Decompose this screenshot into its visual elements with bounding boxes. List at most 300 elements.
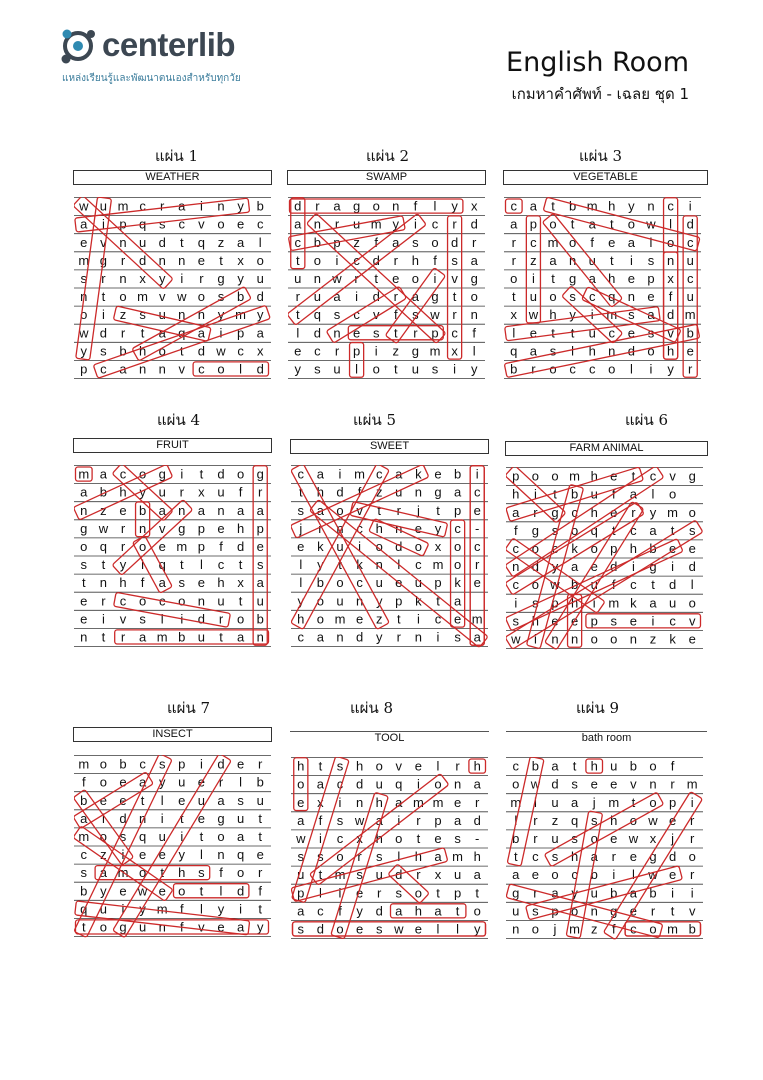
grid-letter: s: [549, 343, 557, 359]
grid-letter: a: [647, 307, 655, 323]
grid-letter: t: [611, 522, 616, 538]
grid-letter: i: [180, 828, 184, 844]
grid-letter: a: [158, 502, 166, 518]
grid-letter: e: [529, 325, 538, 341]
grid-letter: s: [336, 758, 344, 774]
grid-letter: m: [452, 849, 464, 865]
grid-letter: m: [606, 307, 618, 323]
grid-letter: t: [238, 593, 243, 609]
grid-letter: p: [236, 325, 245, 341]
grid-letter: h: [178, 865, 186, 881]
grid-letter: o: [473, 903, 481, 919]
grid-letter: u: [158, 307, 166, 323]
grid-letter: t: [393, 325, 398, 341]
grid-letter: s: [198, 865, 205, 881]
grid-letter: m: [235, 307, 247, 323]
grid-letter: y: [434, 520, 442, 536]
grid-letter: o: [431, 234, 439, 250]
grid-letter: f: [668, 289, 673, 305]
grid-letter: s: [431, 361, 439, 377]
grid-letter: n: [256, 629, 264, 645]
grid-letter: c: [630, 522, 637, 538]
grid-letter: r: [295, 289, 300, 305]
grid-letter: t: [160, 865, 165, 881]
word-grid-svg: [74, 465, 272, 648]
grid-letter: i: [101, 307, 105, 323]
grid-letter: g: [512, 885, 520, 901]
grid-letter: t: [631, 468, 636, 484]
grid-letter: a: [158, 325, 166, 341]
grid-letter: d: [668, 577, 677, 593]
grid-letter: a: [392, 234, 400, 250]
grid-letter: r: [650, 903, 656, 919]
grid-letter: d: [551, 776, 559, 792]
grid-letter: o: [336, 921, 344, 937]
grid-letter: n: [453, 776, 462, 792]
grid-letter: r: [690, 867, 695, 883]
grid-letter: m: [334, 611, 346, 627]
grid-letter: i: [160, 810, 164, 826]
grid-letter: d: [119, 810, 127, 826]
grid-letter: g: [551, 504, 559, 520]
grid-letter: f: [219, 865, 223, 881]
grid-letter: n: [158, 919, 166, 935]
grid-letter: o: [236, 611, 245, 627]
grid-letter: t: [199, 828, 204, 844]
grid-letter: l: [690, 577, 694, 593]
grid-letter: r: [455, 758, 460, 774]
grid-letter: y: [217, 901, 225, 917]
grid-letter: a: [649, 595, 657, 611]
grid-letter: o: [453, 557, 462, 573]
grid-letter: p: [453, 885, 462, 901]
grid-letter: l: [436, 921, 440, 937]
grid-letter: l: [199, 847, 203, 863]
category-header-6: FARM ANIMAL: [505, 441, 708, 456]
grid-letter: n: [178, 307, 186, 323]
grid-letter: n: [375, 557, 383, 573]
grid-letter: c: [353, 252, 360, 268]
grid-letter: r: [120, 252, 126, 268]
grid-letter: n: [217, 502, 225, 518]
grid-letter: r: [120, 325, 126, 341]
word-grid-svg: [74, 197, 272, 380]
grid-letter: d: [256, 361, 264, 377]
grid-letter: x: [667, 270, 674, 286]
grid-letter: z: [375, 484, 383, 500]
grid-letter: f: [238, 484, 243, 500]
grid-letter: m: [354, 466, 366, 482]
grid-letter: a: [570, 794, 579, 810]
grid-letter: i: [199, 198, 203, 214]
grid-letter: r: [533, 504, 538, 520]
grid-letter: d: [355, 776, 364, 792]
grid-letter: y: [297, 593, 305, 609]
grid-letter: e: [453, 794, 462, 810]
grid-letter: u: [256, 270, 264, 286]
grid-letter: b: [80, 883, 88, 899]
grid-letter: v: [667, 325, 674, 341]
grid-letter: a: [512, 867, 520, 883]
grid-letter: b: [510, 361, 518, 377]
grid-letter: t: [452, 289, 457, 305]
grid-letter: m: [471, 611, 483, 627]
grid-letter: h: [138, 343, 147, 359]
grid-letter: z: [217, 234, 225, 250]
grid-letter: a: [236, 919, 245, 935]
grid-letter: i: [219, 325, 223, 341]
grid-letter: s: [317, 849, 324, 865]
grid-letter: s: [454, 830, 461, 846]
grid-letter: e: [80, 611, 88, 627]
grid-letter: m: [684, 307, 696, 323]
grid-letter: d: [294, 198, 302, 214]
grid-letter: l: [299, 575, 303, 591]
page-subtitle: เกมหาคำศัพท์ - เฉลย ชุด 1: [511, 85, 689, 103]
grid-letter: o: [590, 631, 598, 647]
grid-letter: m: [137, 289, 149, 305]
grid-letter: -: [475, 520, 480, 536]
grid-letter: w: [530, 776, 541, 792]
grid-letter: r: [690, 830, 695, 846]
grid-letter: f: [393, 307, 398, 323]
sheet-label-3: แผ่น 3: [579, 147, 623, 165]
grid-letter: n: [470, 307, 478, 323]
grid-letter: o: [138, 593, 147, 609]
grid-letter: t: [609, 252, 614, 268]
grid-letter: y: [294, 361, 302, 377]
grid-letter: u: [453, 867, 462, 883]
grid-letter: i: [592, 595, 596, 611]
grid-letter: d: [217, 466, 225, 482]
grid-letter: d: [313, 325, 322, 341]
grid-letter: l: [514, 812, 518, 828]
grid-letter: p: [551, 595, 559, 611]
grid-letter: e: [610, 776, 618, 792]
grid-letter: b: [119, 756, 127, 772]
grid-letter: n: [313, 270, 322, 286]
grid-letter: j: [553, 921, 557, 937]
grid-letter: o: [549, 361, 557, 377]
grid-letter: d: [217, 756, 225, 772]
grid-letter: r: [611, 849, 616, 865]
grid-letter: s: [297, 502, 305, 518]
grid-letter: z: [590, 921, 598, 937]
grid-letter: e: [355, 885, 364, 901]
grid-letter: c: [512, 758, 520, 774]
grid-letter: o: [236, 466, 245, 482]
grid-letter: o: [297, 776, 305, 792]
grid-letter: y: [178, 847, 186, 863]
grid-letter: o: [666, 234, 675, 250]
grid-letter: n: [395, 520, 403, 536]
grid-letter: g: [470, 270, 478, 286]
grid-letter: o: [647, 343, 655, 359]
grid-letter: i: [199, 756, 203, 772]
grid-letter: c: [415, 557, 422, 573]
grid-letter: o: [531, 921, 540, 937]
grid-letter: p: [512, 468, 520, 484]
grid-letter: c: [119, 466, 127, 482]
grid-letter: b: [453, 466, 462, 482]
sheet-label-6: แผ่น 6: [625, 411, 669, 429]
grid-letter: d: [158, 234, 166, 250]
grid-letter: f: [81, 774, 86, 790]
grid-letter: n: [392, 198, 400, 214]
grid-letter: e: [686, 343, 694, 359]
grid-letter: h: [531, 613, 540, 629]
grid-letter: y: [100, 883, 107, 899]
grid-letter: o: [336, 575, 344, 591]
grid-letter: s: [217, 289, 225, 305]
grid-letter: b: [256, 774, 264, 790]
grid-letter: q: [313, 307, 322, 323]
grid-letter: l: [199, 901, 203, 917]
grid-letter: t: [651, 577, 655, 593]
grid-letter: c: [569, 361, 576, 377]
grid-letter: r: [452, 307, 457, 323]
grid-letter: u: [512, 903, 520, 919]
grid-letter: k: [356, 557, 363, 573]
grid-letter: s: [333, 307, 341, 323]
grid-letter: v: [158, 289, 166, 305]
grid-letter: p: [395, 593, 403, 609]
grid-letter: s: [532, 903, 539, 919]
grid-letter: s: [100, 343, 107, 359]
grid-letter: z: [375, 611, 383, 627]
grid-letter: n: [414, 484, 423, 500]
grid-letter: m: [429, 343, 441, 359]
grid-letter: t: [318, 758, 323, 774]
grid-letter: f: [338, 903, 342, 919]
grid-letter: v: [158, 520, 166, 536]
grid-letter: h: [414, 849, 423, 865]
grid-letter: n: [355, 593, 364, 609]
grid-letter: i: [374, 343, 378, 359]
grid-letter: j: [671, 830, 675, 846]
grid-letter: s: [158, 756, 166, 772]
grid-letter: d: [473, 812, 481, 828]
grid-letter: n: [99, 575, 108, 591]
grid-letter: g: [411, 343, 420, 359]
grid-letter: c: [530, 234, 537, 250]
grid-letter: x: [237, 252, 244, 268]
grid-letter: p: [434, 575, 442, 591]
grid-letter: d: [138, 252, 147, 268]
grid-letter: s: [80, 865, 88, 881]
grid-letter: a: [333, 289, 341, 305]
grid-letter: u: [375, 575, 383, 591]
grid-letter: r: [318, 520, 323, 536]
word-grid-svg: [288, 197, 486, 380]
grid-letter: d: [236, 538, 245, 554]
grid-letter: a: [178, 198, 186, 214]
grid-letter: c: [551, 540, 559, 556]
grid-letter: o: [316, 611, 325, 627]
grid-letter: s: [569, 289, 576, 305]
grid-letter: e: [627, 325, 636, 341]
grid-letter: r: [334, 216, 340, 232]
grid-letter: e: [395, 575, 403, 591]
grid-letter: n: [178, 252, 186, 268]
grid-letter: i: [338, 885, 342, 901]
grid-letter: m: [608, 794, 620, 810]
grid-letter: u: [588, 252, 596, 268]
grid-letter: s: [628, 307, 635, 323]
word-grid-6: [506, 467, 704, 650]
grid-letter: y: [628, 198, 635, 214]
grid-letter: u: [99, 901, 108, 917]
grid-letter: e: [236, 756, 245, 772]
grid-letter: n: [158, 252, 166, 268]
grid-letter: c: [80, 847, 88, 863]
grid-letter: r: [670, 776, 675, 792]
grid-letter: c: [178, 216, 186, 232]
grid-letter: o: [236, 865, 245, 881]
grid-letter: y: [80, 343, 88, 359]
grid-letter: n: [333, 325, 341, 341]
grid-letter: o: [99, 828, 108, 844]
grid-letter: r: [393, 289, 398, 305]
grid-letter: t: [377, 502, 382, 518]
grid-letter: a: [197, 325, 206, 341]
grid-letter: y: [375, 593, 383, 609]
grid-letter: c: [297, 629, 305, 645]
grid-letter: e: [688, 631, 696, 647]
grid-letter: o: [99, 756, 108, 772]
grid-letter: c: [139, 198, 146, 214]
grid-letter: s: [139, 307, 146, 323]
grid-letter: a: [570, 559, 579, 575]
grid-letter: h: [375, 830, 383, 846]
grid-letter: t: [238, 557, 243, 573]
grid-letter: o: [434, 776, 442, 792]
grid-letter: v: [372, 307, 380, 323]
grid-letter: r: [357, 849, 362, 865]
grid-letter: o: [256, 252, 264, 268]
grid-letter: a: [294, 216, 302, 232]
grid-letter: x: [451, 343, 458, 359]
grid-letter: u: [336, 538, 344, 554]
grid-letter: a: [512, 504, 520, 520]
grid-letter: a: [588, 216, 596, 232]
grid-letter: o: [608, 361, 616, 377]
grid-letter: e: [119, 792, 127, 808]
grid-letter: e: [197, 774, 206, 790]
grid-letter: b: [649, 885, 657, 901]
grid-letter: r: [475, 557, 480, 573]
grid-letter: a: [473, 776, 481, 792]
grid-letter: h: [414, 903, 423, 919]
grid-letter: x: [649, 830, 657, 846]
grid-letter: a: [473, 629, 481, 645]
sheet-label-8: แผ่น 8: [350, 699, 394, 717]
grid-letter: o: [316, 593, 325, 609]
grid-letter: r: [179, 484, 184, 500]
grid-letter: a: [453, 484, 462, 500]
grid-letter: a: [236, 234, 245, 250]
grid-letter: t: [436, 593, 440, 609]
grid-letter: d: [666, 307, 675, 323]
grid-letter: z: [353, 234, 360, 250]
grid-letter: e: [531, 867, 540, 883]
grid-letter: f: [318, 812, 323, 828]
grid-letter: u: [297, 867, 305, 883]
grid-letter: c: [356, 575, 363, 591]
answer-highlight: [388, 864, 429, 904]
grid-letter: d: [197, 611, 206, 627]
grid-letter: f: [611, 577, 616, 593]
grid-letter: c: [686, 234, 694, 250]
grid-letter: d: [688, 559, 696, 575]
word-grid-8: [291, 757, 489, 940]
grid-letter: r: [531, 361, 536, 377]
grid-letter: u: [375, 776, 383, 792]
grid-letter: h: [297, 758, 305, 774]
word-grid-5: [291, 465, 489, 648]
grid-letter: i: [397, 812, 401, 828]
grid-letter: a: [470, 252, 478, 268]
grid-letter: a: [297, 812, 305, 828]
answer-highlight: [288, 216, 405, 251]
grid-letter: r: [475, 794, 480, 810]
grid-letter: e: [294, 343, 302, 359]
grid-letter: p: [333, 234, 341, 250]
grid-letter: d: [336, 484, 344, 500]
grid-letter: n: [647, 198, 655, 214]
grid-letter: t: [219, 629, 223, 645]
grid-letter: l: [631, 867, 635, 883]
grid-letter: c: [356, 520, 363, 536]
grid-letter: i: [649, 361, 653, 377]
grid-letter: h: [236, 520, 245, 536]
grid-letter: u: [411, 361, 420, 377]
grid-letter: t: [258, 810, 263, 826]
grid-letter: h: [316, 484, 325, 500]
grid-letter: y: [237, 198, 244, 214]
grid-letter: a: [80, 216, 88, 232]
grid-letter: e: [158, 883, 166, 899]
grid-letter: o: [668, 486, 677, 502]
grid-letter: d: [99, 325, 108, 341]
word-grid-2: [288, 197, 486, 380]
grid-letter: c: [649, 468, 657, 484]
grid-letter: m: [432, 794, 444, 810]
grid-letter: c: [686, 270, 694, 286]
grid-letter: y: [119, 557, 127, 573]
grid-letter: n: [217, 198, 225, 214]
grid-letter: h: [629, 540, 638, 556]
grid-letter: e: [197, 810, 206, 826]
grid-letter: t: [475, 885, 480, 901]
grid-letter: d: [627, 343, 636, 359]
grid-letter: a: [316, 776, 325, 792]
grid-letter: i: [475, 466, 479, 482]
word-grid-svg: [74, 755, 272, 938]
grid-letter: w: [628, 830, 639, 846]
grid-letter: n: [217, 847, 225, 863]
grid-letter: g: [352, 198, 361, 214]
grid-letter: o: [570, 903, 579, 919]
grid-letter: w: [511, 631, 521, 647]
grid-letter: o: [610, 631, 618, 647]
grid-letter: o: [138, 865, 147, 881]
grid-letter: i: [631, 559, 635, 575]
grid-letter: s: [688, 522, 696, 538]
grid-letter: b: [236, 289, 245, 305]
grid-letter: y: [139, 901, 146, 917]
grid-letter: o: [336, 502, 344, 518]
